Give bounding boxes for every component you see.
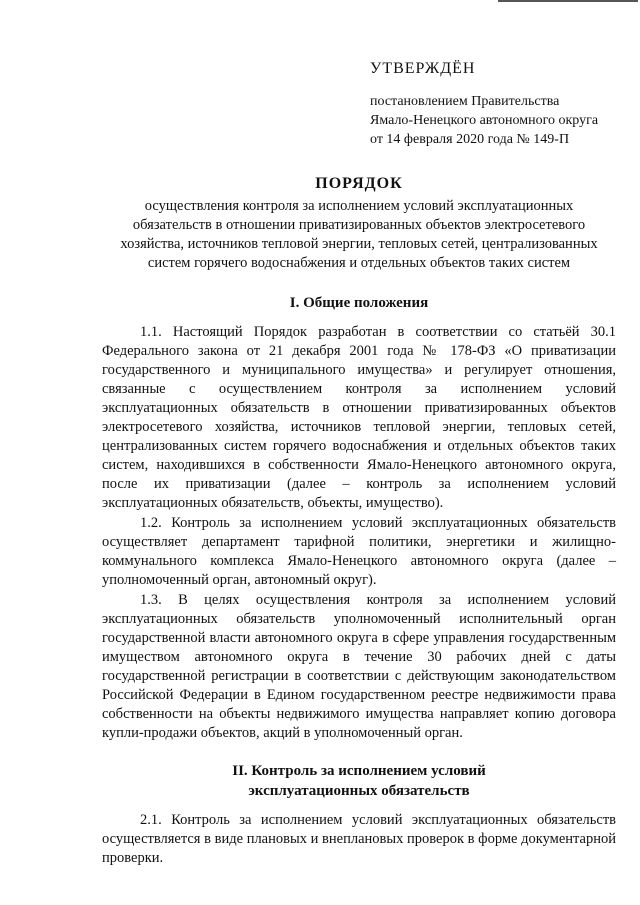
paragraph-1-2: 1.2. Контроль за исполнением условий эксплуатационных обязательств осуществляет департамент тарифной политики, энергетики и жилищно-коммунального комплекса Ямало-Ненецкого автономного округа (далее – уполномоченный орган, автономный округ). [102, 515, 616, 588]
subtitle-line: хозяйства, источников тепловой энергии, тепловых сетей, централизованных [120, 236, 598, 252]
section-heading-line: I. Общие положения [289, 295, 429, 311]
section-heading-2 [102, 761, 616, 801]
document-page [102, 58, 616, 868]
paragraph-1-1: 1.1. Настоящий Порядок разработан в соответствии со статьёй 30.1 Федерального закона от 21 декабря 2001 года № 178-ФЗ «О приватизации государственного и муниципального имущества» и регулирует отношения, связанные с осуществлением контроля за исполнением условий эксплуатационных обязательств в отношении приватизированных объектов электросетевого хозяйства, источников тепловой энергии, тепловых сетей, централизованных систем горячего водоснабжения и отдельных объектов таких систем, находившихся в собственности Ямало-Ненецкого автономного округа, после их приватизации (далее – контроль за исполнением условий эксплуатационных обязательств, объекты, имущество). [102, 324, 616, 511]
approval-line: от 14 февраля 2020 года № 149-П [370, 132, 570, 147]
paragraph-1-3: 1.3. В целях осуществления контроля за исполнением условий эксплуатационных обязательств уполномоченный исполнительный орган государственной власти автономного округа в сфере управления государственным имуществом автономного округа в течение 30 рабочих дней с даты государственной регистрации в соответствии с действующим законодательством Российской Федерации в Едином государственном реестре недвижимости права собственности на объекты недвижимого имущества направляет копию договора купли-продажи объектов, акций в уполномоченный орган. [102, 592, 616, 741]
approval-title: УТВЕРЖДЁН [370, 60, 476, 77]
paragraph-2-1: 2.1. Контроль за исполнением условий эксплуатационных обязательств осуществляется в виде плановых и внеплановых проверок в форме документарной проверки. [102, 812, 616, 866]
top-rule [498, 0, 638, 2]
section-heading-line: эксплуатационных обязательств [248, 783, 470, 799]
approval-stamp [370, 58, 616, 149]
document-subtitle [102, 197, 616, 273]
section-heading-1 [102, 293, 616, 313]
approval-line: постановлением Правительства [370, 94, 560, 109]
section-heading-line: II. Контроль за исполнением условий [232, 763, 486, 779]
subtitle-line: систем горячего водоснабжения и отдельных объектов таких систем [147, 255, 571, 271]
document-title: ПОРЯДОК [315, 175, 403, 192]
section-1-body [102, 323, 616, 743]
subtitle-line: осуществления контроля за исполнением условий эксплуатационных [144, 198, 574, 214]
section-2-body [102, 811, 616, 868]
approval-line: Ямало-Ненецкого автономного округа [370, 113, 599, 128]
subtitle-line: обязательств в отношении приватизированных объектов электросетевого [132, 217, 586, 233]
